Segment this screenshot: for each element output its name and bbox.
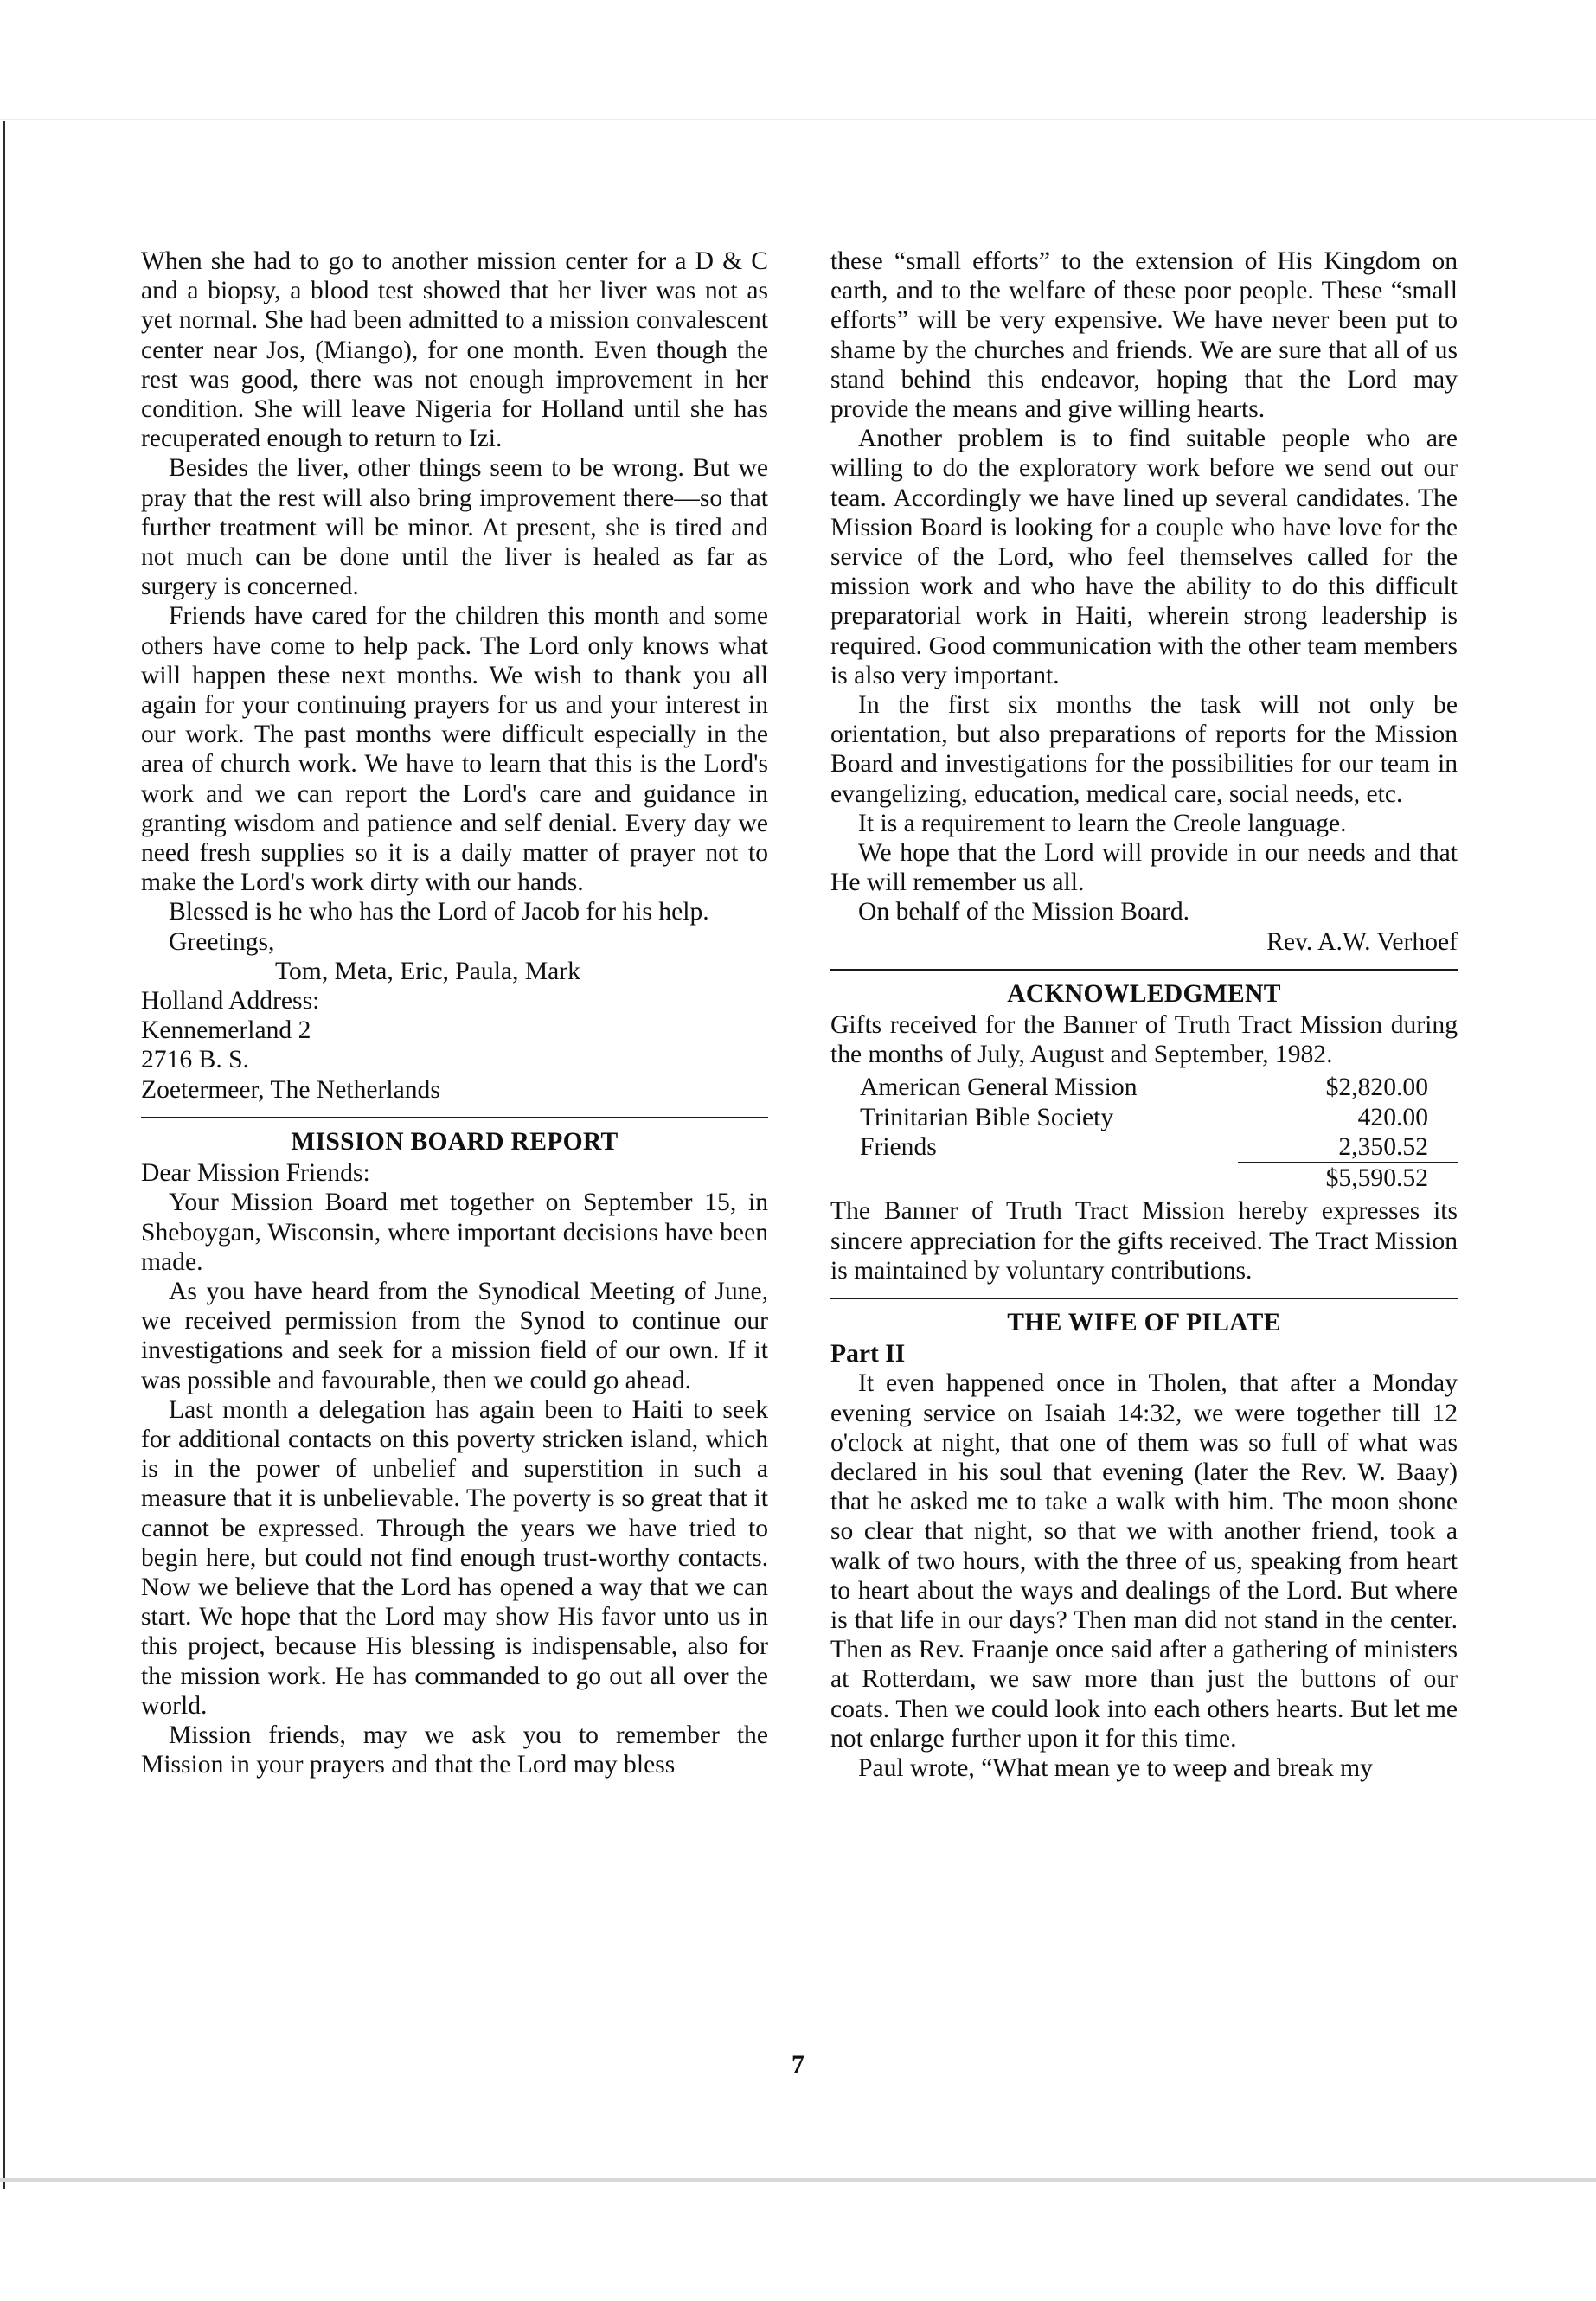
mission-paragraph-9: On behalf of the Mission Board. — [858, 898, 1190, 926]
mission-paragraph-6: In the first six months the task will not only be orientation, but also preparations of reports for the Mission Board and investigations for the possibilities for our team in evangelizing, education, medical care, social needs, etc. — [830, 691, 1458, 808]
mission-paragraph-3: Last month a delegation has again been to Haiti to seek for additional contacts on this poverty stricken island, which is in the power of unbelief and superstition in such a measure that it is unbelievable. The poverty is so great that it cannot be expressed. Through the years we have tried to begin here, but could not find enough trust-worthy contacts. Now we believe that the Lord has opened a way that we can start. We hope that the Lord may show His favor unto us in this project, because His blessing is indispensable, also for the mission work. He has commanded to go out all over the world. — [141, 1395, 768, 1720]
salutation: Dear Mission Friends: — [141, 1159, 370, 1188]
letter-paragraph-3: Friends have cared for the children this month and some others have come to help pack. The Lord only knows what will happen these next months. We wish to thank you all again for your continuing prayers for us and your interest in our work. The past months were difficult especially in the area of church work. We have to learn that this is the Lord's work and we can report the Lord's care and guidance in granting wisdom and patience and self denial. Every day we need fresh supplies so it is a daily matter of prayer not to make the Lord's work dirty with our hands. — [141, 602, 768, 897]
pilate-heading: THE WIFE OF PILATE — [1007, 1308, 1281, 1336]
table-row — [830, 1073, 1458, 1102]
pilate-paragraph-2: Paul wrote, “What mean ye to weep and break my — [858, 1753, 1373, 1782]
mission-paragraph-7: It is a requirement to learn the Creole language. — [858, 809, 1347, 837]
gift-amount: $2,820.00 — [1325, 1074, 1428, 1102]
page-number: 7 — [792, 2050, 804, 2079]
letter-paragraph-2: Besides the liver, other things seem to be wrong. But we pray that the rest will also bring improvement there—so that further treatment will be minor. At present, she is tired and not much can be done until the liver is healed as far as surgery is concerned. — [141, 454, 768, 601]
mission-paragraph-1: Your Mission Board met together on September 15, in Sheboygan, Wisconsin, where important decisions have been made. — [141, 1189, 768, 1276]
address-line-1: Kennemerland 2 — [141, 1016, 311, 1045]
gift-name: Friends — [860, 1133, 937, 1162]
gift-name: American General Mission — [860, 1074, 1138, 1102]
mission-paragraph-5: Another problem is to find suitable people who are willing to do the exploratory work before we send out our team. Accordingly we have lined up several candidates. The Mission Board is looking for a couple who have love for the service of the Lord, who feel themselves called for the mission work and who have the ability to do this difficult preparatorial work in Haiti, wherein strong leadership is required. Good communication with the other team members is also very important. — [830, 425, 1458, 689]
table-row — [830, 1132, 1458, 1163]
gift-name: Trinitarian Bible Society — [860, 1103, 1114, 1131]
section-divider — [830, 969, 1458, 971]
section-divider — [830, 1298, 1458, 1299]
pilate-paragraph-1: It even happened once in Tholen, that after a Monday evening service on Isaiah 14:32, we were together till 12 o'clock at night, that one of them was so full of what was declared in his soul that evening (later the Rev. W. Baay) that he asked me to take a walk with him. The moon shone so clear that night, so that we with another friend, took a walk of two hours, with the three of us, speaking from heart to heart about the ways and dealings of the Lord. But where is that life in our days? Then man did not stand in the center. Then as Rev. Fraanje once said after a gathering of ministers at Rotterdam, we saw more than just the buttons of our coats. Then we could look into each others hearts. But let me not enlarge further upon it for this time. — [830, 1369, 1458, 1753]
letter-paragraph-4: Blessed is he who has the Lord of Jacob for his help. — [169, 898, 709, 926]
scan-margin-top — [0, 0, 1596, 120]
scan-edge-bottom — [0, 2178, 1596, 2182]
address-line-2: 2716 B. S. — [141, 1046, 249, 1074]
section-divider — [141, 1117, 768, 1118]
acknowledgment-note: The Banner of Truth Tract Mission hereby expresses its sincere appreciation for the gifts received. The Tract Mission is maintained by voluntary contributions. — [830, 1197, 1458, 1285]
gift-amount: 420.00 — [1357, 1103, 1428, 1131]
address-line-3: Zoetermeer, The Netherlands — [141, 1075, 440, 1104]
letter-signatories: Tom, Meta, Eric, Paula, Mark — [275, 957, 580, 985]
gifts-table — [830, 1073, 1458, 1193]
part-label: Part II — [830, 1340, 906, 1368]
mission-paragraph-4: Mission friends, may we ask you to remember the Mission in your prayers and that the Lord may bless — [141, 1721, 768, 1779]
gift-amount: 2,350.52 — [1338, 1132, 1428, 1161]
acknowledgment-intro: Gifts received for the Banner of Truth Tract Mission during the months of July, August and September, 1982. — [830, 1011, 1458, 1069]
scan-edge-left — [3, 121, 5, 2189]
right-column — [830, 247, 1458, 1783]
address-label: Holland Address: — [141, 987, 320, 1016]
gifts-total: $5,590.52 — [1238, 1163, 1458, 1193]
left-column — [141, 247, 768, 1779]
letter-greeting: Greetings, — [169, 927, 275, 956]
mission-paragraph-continued: these “small efforts” to the extension of His Kingdom on earth, and to the welfare of these poor people. These “small efforts” will be very expensive. We have never been put to shame by the churches and friends. We are sure that all of us stand behind this endeavor, hoping that the Lord may provide the means and give willing hearts. — [830, 247, 1458, 424]
mission-paragraph-2: As you have heard from the Synodical Meeting of June, we received permission from the Synod to continue our investigations and seek for a mission field of our own. If it was possible and favourable, then we could go ahead. — [141, 1277, 768, 1394]
acknowledgment-heading: ACKNOWLEDGMENT — [1007, 979, 1281, 1008]
table-row — [830, 1103, 1458, 1132]
mission-board-heading: MISSION BOARD REPORT — [291, 1127, 619, 1156]
letter-paragraph-1: When she had to go to another mission center for a D & C and a biopsy, a blood test showed that her liver was not as yet normal. She had been admitted to a mission convalescent center near Jos, (Miango), for one month. Even though the rest was good, there was not enough improvement in her condition. She will leave Nigeria for Holland until she has recuperated enough to return to Izi. — [141, 247, 768, 453]
mission-paragraph-8: We hope that the Lord will provide in our needs and that He will remember us all. — [830, 839, 1458, 897]
signoff: Rev. A.W. Verhoef — [1266, 927, 1458, 956]
table-row-total — [830, 1163, 1458, 1193]
